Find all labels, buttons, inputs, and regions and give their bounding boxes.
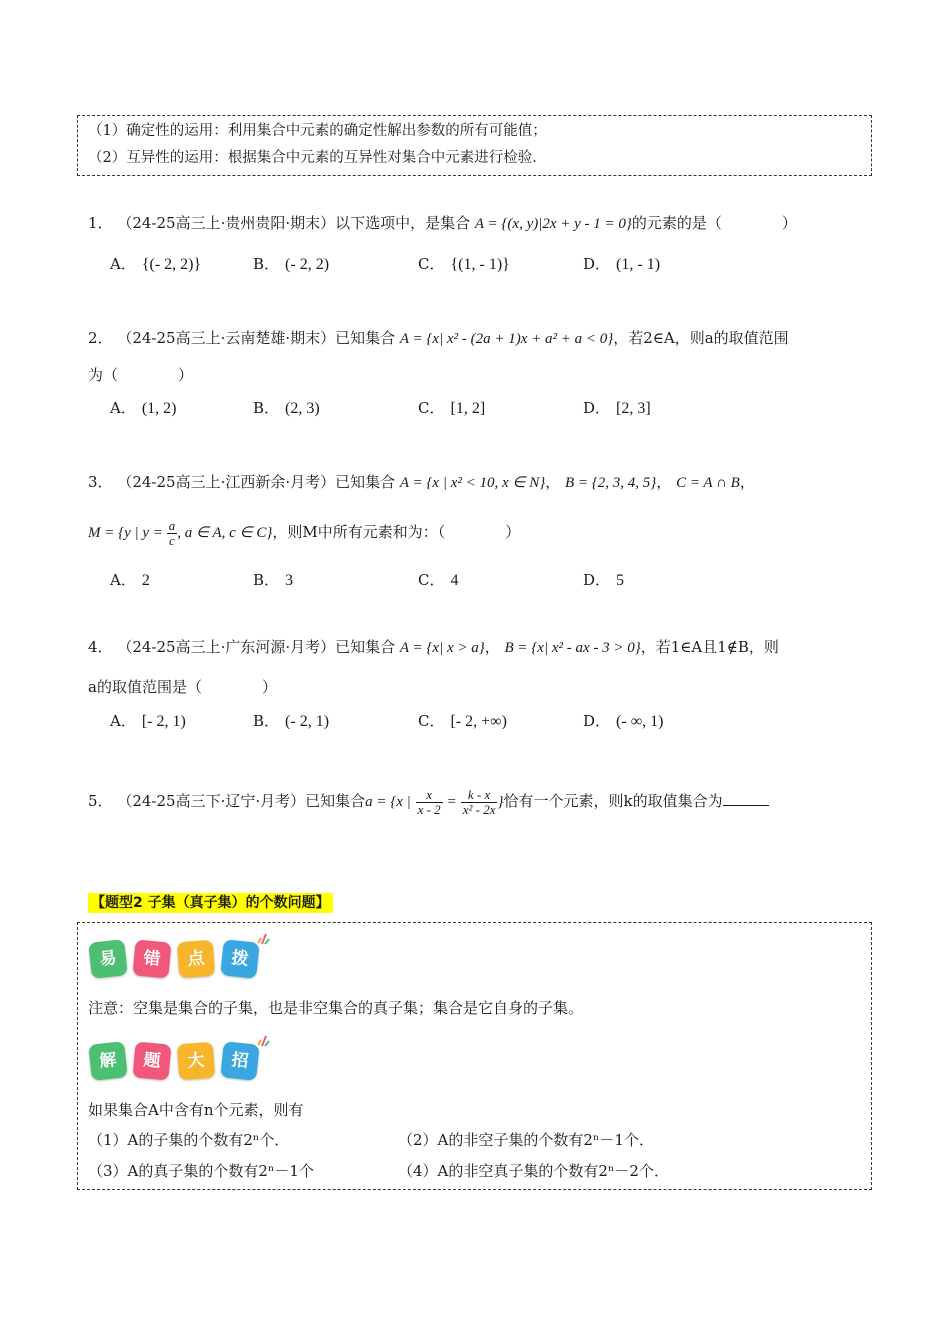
- options-1: [110, 253, 810, 277]
- option-c[interactable]: C． {(1, - 1)}: [418, 255, 510, 273]
- question-source: （24-25高三上·江西新余·月考）: [117, 473, 336, 491]
- question-source: （24-25高三上·广东河源·月考）: [117, 638, 336, 656]
- question-number: 1．: [88, 214, 113, 232]
- option-c[interactable]: C． [1, 2]: [418, 399, 486, 417]
- option-a[interactable]: A． 2: [110, 571, 150, 589]
- tip-box: [77, 115, 872, 176]
- question-number: 3．: [88, 473, 113, 491]
- option-d[interactable]: D． 5: [583, 571, 625, 589]
- set-expression: A = {(x, y)|2x + y - 1 = 0}: [474, 216, 632, 232]
- question-text: a的取值范围是（ ）: [88, 678, 277, 696]
- sparkle-icon: [256, 1033, 270, 1047]
- question-number: 4．: [88, 638, 113, 656]
- rule-3: （3）A的真子集的个数有2ⁿ－1个: [88, 1162, 314, 1180]
- option-c[interactable]: C． [- 2, +∞): [418, 712, 507, 730]
- question-1: [88, 212, 868, 235]
- set-a-expression: A = {x| x > a}: [399, 640, 485, 656]
- question-source: （24-25高三下·辽宁·月考）: [117, 792, 306, 810]
- question-3: 3． （24-25高三上·江西新余·月考）已知集合 A = {x | x² < 10, x ∈ N}， B = {2, 3, 4, 5}， C = A ∩ B，: [88, 473, 755, 491]
- badge-ti: 题: [132, 1041, 171, 1080]
- fraction-1: $\frac{x}{x - 2}$: [417, 786, 441, 817]
- set-expression-prefix: a = {x |: [365, 794, 411, 810]
- option-a[interactable]: A． {(- 2, 2)}: [110, 255, 202, 273]
- option-b[interactable]: B． (2, 3): [253, 399, 320, 417]
- question-2: [88, 327, 868, 350]
- rule-intro: 如果集合A中含有n个元素，则有: [88, 1101, 304, 1119]
- badge-jie: 解: [88, 1041, 128, 1081]
- badge-bo: 拨: [220, 939, 260, 979]
- question-text: 以下选项中，是集合: [335, 214, 471, 232]
- question-text: 为（ ）: [88, 366, 194, 384]
- question-4: 4． （24-25高三上·广东河源·月考）已知集合 A = {x| x > a}， B = {x| x² - ax - 3 > 0}，若1∈A且1∉B，则: [88, 638, 779, 656]
- option-d[interactable]: D． (1, - 1): [583, 255, 661, 273]
- rule-4: （4）A的非空真子集的个数有2ⁿ－2个．: [398, 1162, 669, 1180]
- set-expression: A = {x| x² - (2a + 1)x + a² + a < 0}: [399, 331, 614, 347]
- options-2: [110, 397, 810, 421]
- question-2-line2: [88, 364, 868, 386]
- badge-cuo: 错: [132, 939, 171, 978]
- option-a[interactable]: A． (1, 2): [110, 399, 177, 417]
- question-text: ，若2∈A，则a的取值范围: [613, 329, 789, 347]
- badge-da: 大: [177, 1042, 215, 1080]
- option-b[interactable]: B． (- 2, 1): [253, 712, 330, 730]
- question-text: ，则M中所有元素和为：（ ）: [272, 523, 521, 541]
- option-c[interactable]: C． 4: [418, 571, 459, 589]
- question-text: 已知集合: [335, 638, 396, 656]
- question-text: 的元素的是（ ）: [631, 214, 797, 232]
- rule-1: （1）A的子集的个数有2ⁿ个．: [88, 1131, 290, 1149]
- badge-zhao: 招: [220, 1041, 260, 1081]
- options-4: [110, 710, 810, 734]
- fraction-a-over-c: $\frac{a}{c}$: [168, 517, 176, 548]
- set-b-expression: B = {2, 3, 4, 5}: [565, 475, 657, 491]
- option-d[interactable]: D． (- ∞, 1): [583, 712, 664, 730]
- note-text: 注意：空集是集合的子集，也是非空集合的真子集；集合是它自身的子集。: [88, 999, 584, 1017]
- set-m-suffix: , a ∈ A, c ∈ C}: [177, 525, 273, 541]
- set-a-expression: A = {x | x² < 10, x ∈ N}: [399, 475, 546, 491]
- method-box: [77, 922, 872, 1190]
- question-text: 恰有一个元素，则k的取值集合为: [503, 792, 723, 810]
- equals-sign: =: [447, 794, 456, 810]
- option-a[interactable]: A． [- 2, 1): [110, 712, 186, 730]
- fraction-2: $\frac{k - x}{\text{x² - 2x}}$: [462, 786, 496, 817]
- question-text: 已知集合: [335, 473, 396, 491]
- question-4-line2: [88, 676, 868, 698]
- question-number: 2．: [88, 329, 113, 347]
- tip-line-1: （1）确定性的运用：利用集合中元素的确定性解出参数的所有可能值；: [88, 123, 547, 139]
- tip-line-2: （2）互异性的运用：根据集合中元素的互异性对集合中元素进行检验．: [88, 150, 547, 166]
- option-b[interactable]: B． (- 2, 2): [253, 255, 330, 273]
- option-b[interactable]: B． 3: [253, 571, 294, 589]
- options-3: [110, 569, 810, 593]
- badge-row-error-tips: [90, 937, 290, 981]
- question-3-line2: [88, 512, 868, 552]
- section-title: 【题型2 子集（真子集）的个数问题】: [88, 893, 333, 913]
- option-d[interactable]: D． [2, 3]: [583, 399, 651, 417]
- set-expression-suffix: }: [497, 794, 504, 810]
- rule-2: （2）A的非空子集的个数有2ⁿ－1个．: [398, 1131, 654, 1149]
- question-source: （24-25高三上·云南楚雄·期末）: [117, 329, 336, 347]
- question-text: ，若1∈A且1∉B，则: [640, 638, 779, 656]
- badge-row-solving-tips: [90, 1039, 290, 1083]
- question-number: 5．: [88, 792, 113, 810]
- question-text: 已知集合: [335, 329, 396, 347]
- question-5: [88, 780, 868, 822]
- sparkle-icon: [256, 931, 270, 945]
- set-m-prefix: M = {y | y =: [88, 525, 167, 541]
- set-c-expression: C = A ∩ B: [676, 475, 740, 491]
- answer-blank[interactable]: [723, 791, 769, 806]
- set-b-expression: B = {x| x² - ax - 3 > 0}: [504, 640, 641, 656]
- question-text: 已知集合: [305, 792, 366, 810]
- badge-yi: 易: [88, 939, 128, 979]
- question-source: （24-25高三上·贵州贵阳·期末）: [117, 214, 336, 232]
- badge-dian: 点: [177, 940, 215, 978]
